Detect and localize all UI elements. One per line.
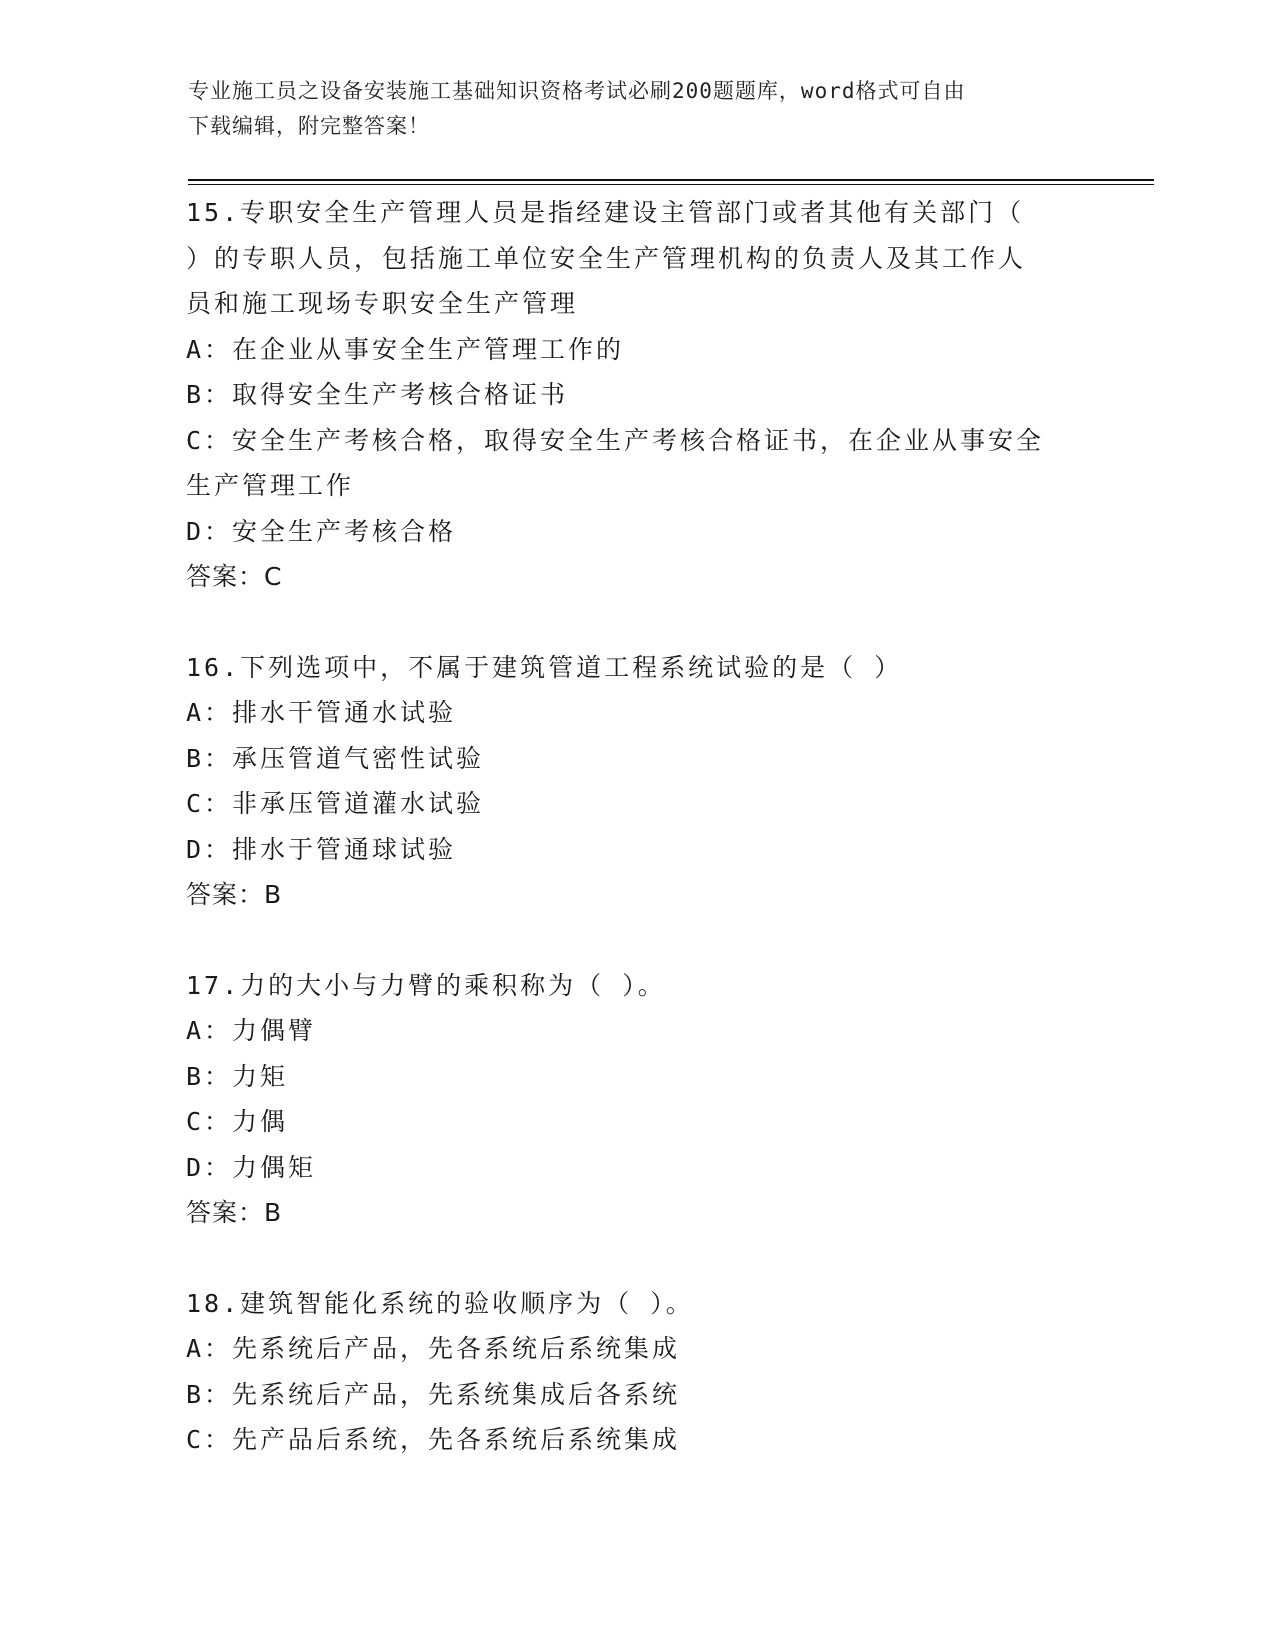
question-stem-line: 员和施工现场专职安全生产管理 [186,289,579,318]
question-stem-line: 17.力的大小与力臂的乘积称为（ ）。 [186,970,666,1000]
option-c: C：安全生产考核合格，取得安全生产考核合格证书，在企业从事安全 [186,425,1045,455]
question-15 [186,190,1086,600]
header-divider-thick [188,179,1154,181]
option-b: B：承压管道气密性试验 [186,743,485,773]
option-b: B：取得安全生产考核合格证书 [186,380,569,409]
header-line-2: 下载编辑，附完整答案！ [188,114,430,138]
answer-line: 答案：C [186,562,283,591]
question-stem-line: 15.专职安全生产管理人员是指经建设主管部门或者其他有关部门（ [186,198,1025,227]
option-c: C：非承压管道灌水试验 [186,789,485,818]
option-c: C：力偶 [186,1107,289,1136]
option-b: B：先系统后产品，先系统集成后各系统 [186,1379,681,1409]
option-d: D：安全生产考核合格 [186,516,457,546]
question-stem-line: ）的专职人员，包括施工单位安全生产管理机构的负责人及其工作人 [186,243,1027,273]
question-17 [186,963,1086,1236]
question-18 [186,1281,1086,1463]
answer-line: 答案：B [186,880,283,909]
option-a: A：在企业从事安全生产管理工作的 [186,334,625,364]
header-line-1: 专业施工员之设备安装施工基础知识资格考试必刷200题题库，word格式可自由 [188,79,966,103]
option-b: B：力矩 [186,1061,289,1091]
option-c-continued: 生产管理工作 [186,471,355,500]
question-stem-line: 18.建筑智能化系统的验收顺序为（ ）。 [186,1288,694,1318]
header-divider-thin [188,184,1154,185]
option-d: D：力偶矩 [186,1152,317,1182]
question-stem-line: 16.下列选项中，不属于建筑管道工程系统试验的是（ ） [186,652,903,682]
option-d: D：排水于管通球试验 [186,834,457,864]
option-a: A：先系统后产品，先各系统后系统集成 [186,1334,681,1363]
option-a: A：排水干管通水试验 [186,698,457,727]
option-c: C：先产品后系统，先各系统后系统集成 [186,1425,681,1454]
answer-line: 答案：B [186,1198,283,1227]
question-list [186,190,1086,1508]
option-a: A：力偶臂 [186,1016,317,1045]
document-header [188,74,1068,144]
question-16 [186,645,1086,918]
